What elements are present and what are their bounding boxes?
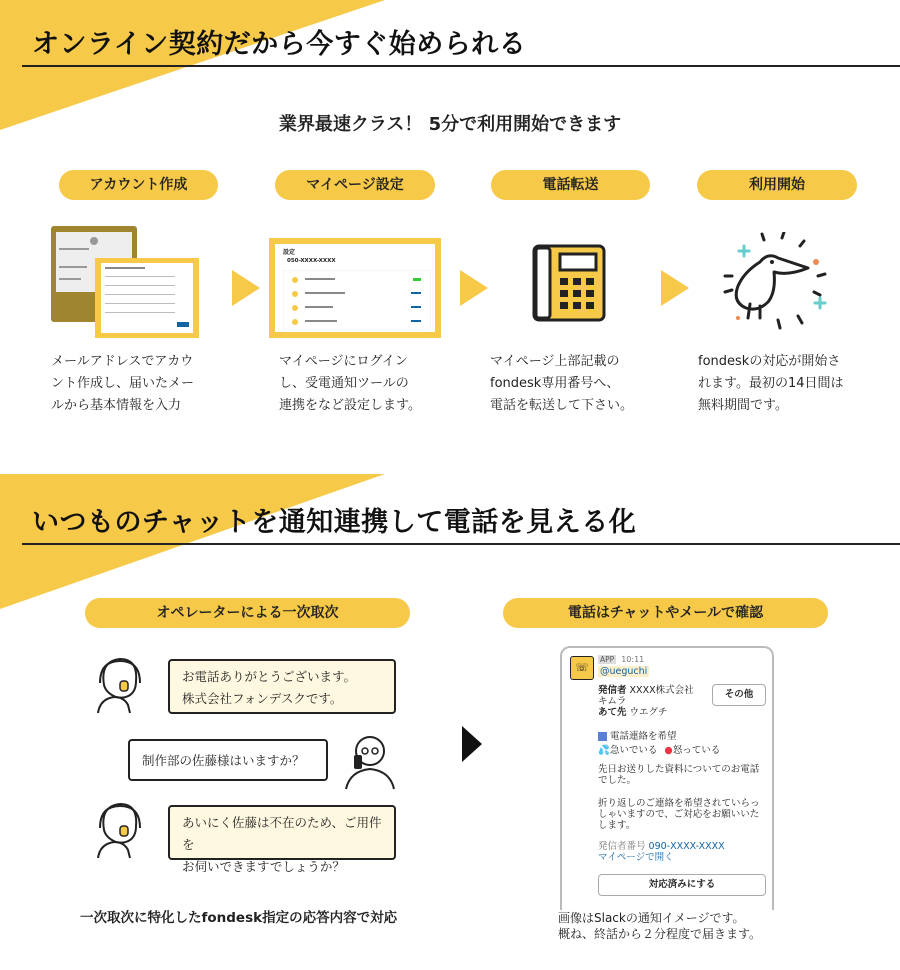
number-label: 発信者番号	[598, 841, 646, 852]
operator-caption: 一次取次に特化したfondesk指定の応答内容で対応	[80, 910, 398, 926]
mark-done-button[interactable]: 対応済みにする	[598, 874, 766, 896]
section2-title: いつものチャットを通知連携して電話を見える化	[32, 507, 637, 538]
message-time: 10:11	[621, 655, 645, 664]
caller-icon	[344, 733, 396, 791]
sweat-emoji-icon: 💦	[598, 745, 610, 756]
section2-rule	[22, 543, 900, 545]
step-arrow-1	[232, 270, 260, 306]
mention-tag[interactable]: @ueguchi	[600, 666, 648, 677]
operator-icon	[94, 800, 142, 860]
slack-notification-card	[560, 646, 774, 910]
chat-label: 電話はチャットやメールで確認	[503, 598, 828, 628]
message-body-1: 先日お送りした資料についてのお電話 でした。	[598, 764, 760, 786]
fondesk-app-icon: ☏	[570, 656, 594, 680]
step3-label: 電話転送	[491, 170, 650, 200]
return-call-icon	[598, 732, 607, 741]
step1-description: メールアドレスでアカウ ント作成し、届いたメー ルから基本情報を入力	[51, 354, 195, 413]
tag-urgent: 急いでいる	[609, 745, 658, 756]
step-arrow-2	[460, 270, 488, 306]
settings-mock-number: 050-XXXX-XXXX	[287, 258, 336, 264]
caller-name: キムラ	[598, 696, 627, 707]
caller-number-link[interactable]: 090-XXXX-XXXX	[648, 841, 725, 852]
to-value: ウエグチ	[629, 707, 668, 718]
mypage-link[interactable]: マイページで開く	[598, 852, 674, 863]
section1-title: オンライン契約だから今すぐ始められる	[32, 29, 527, 60]
decor-triangle-bottom	[0, 474, 385, 609]
settings-page-illustration	[269, 238, 441, 338]
speech-bubble-question: 制作部の佐藤様はいますか？	[128, 739, 328, 781]
step1-label: アカウント作成	[59, 170, 218, 200]
flow-arrow	[462, 726, 482, 762]
pelican-mascot-icon	[720, 232, 836, 332]
step-arrow-3	[661, 270, 689, 306]
step2-label: マイページ設定	[275, 170, 435, 200]
message-body-2: 折り返しのご連絡を希望されていらっ しゃいますので、ご対応をお願いいた します。	[598, 798, 760, 831]
slack-caption: 画像はSlackの通知イメージです。 概ね、終話から２分程度で届きます。	[558, 911, 762, 941]
speech-bubble-greeting: お電話ありがとうございます。 株式会社フォンデスクです。	[168, 659, 396, 714]
section1-subtitle: 業界最速クラス！ 5分で利用開始できます	[278, 114, 622, 135]
other-button[interactable]: その他	[712, 684, 766, 706]
step4-description: fondeskの対応が開始さ れます。最初の14日間は 無料期間です。	[698, 354, 844, 413]
operator-label: オペレーターによる一次取次	[85, 598, 410, 628]
request-text: 電話連絡を希望	[610, 731, 677, 742]
speech-bubble-reply: あいにく佐藤は不在のため、ご用件を お伺いできますでしょうか？	[168, 805, 396, 860]
step4-label: 利用開始	[697, 170, 857, 200]
caller-value: XXXX株式会社	[629, 685, 694, 696]
settings-mock-title: 設定	[283, 249, 296, 256]
operator-icon	[94, 655, 142, 715]
tag-angry: 怒っている	[672, 745, 721, 756]
angry-emoji-icon: ●	[664, 745, 673, 756]
section1-rule	[22, 65, 900, 67]
step3-description: マイページ上部記載の fondesk専用番号へ、 電話を転送して下さい。	[490, 354, 634, 413]
signup-form-illustration	[51, 226, 201, 340]
phone-icon	[532, 244, 606, 322]
step2-description: マイページにログイン し、受電通知ツールの 連携をなど設定します。	[279, 354, 421, 413]
to-label: あて先	[598, 707, 627, 718]
caller-label: 発信者	[598, 685, 627, 696]
app-badge: APP	[600, 655, 615, 664]
